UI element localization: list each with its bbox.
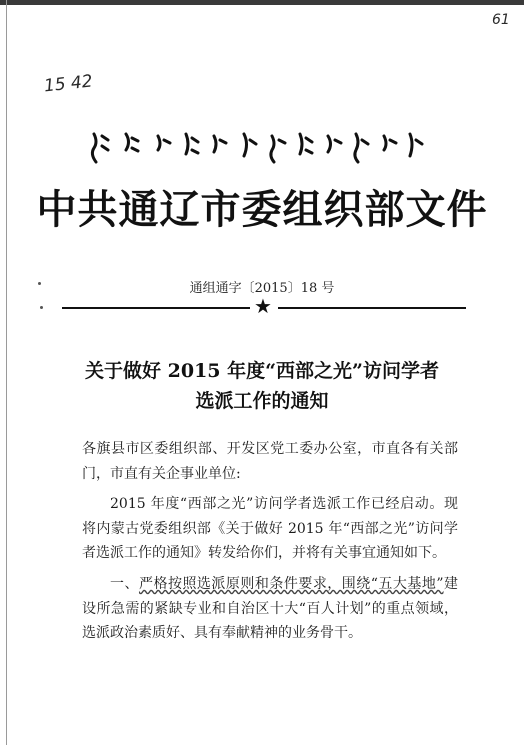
header-rule-left [62,307,250,309]
document-header-title: 中共通辽市委组织部文件 [36,187,488,233]
para2-rest-text: 建设所急需的紧缺专业和自治区十大“百人计划”的重点领域，选派政治素质好、具有奉献精神的业务骨干。 [82,576,459,641]
handwritten-reference-number: 15 42 [43,71,94,97]
subject-line-2: 选派工作的通知 [195,390,329,412]
recipients-paragraph: 各旗县市区委组织部、开发区党工委办公室，市直各有关部门，市直有关企事业单位: [82,441,458,482]
header-rule-right [278,307,466,309]
handwritten-page-number: 61 [492,12,510,28]
mongolian-script-header [86,128,426,168]
scan-speck [38,282,41,285]
scan-speck [40,306,43,309]
body-paragraph-2 [82,572,458,646]
star-icon: ★ [254,294,272,318]
scan-top-edge [0,0,524,5]
subject-line-1: 关于做好 2015 年度“西部之光”访问学者 [85,360,439,382]
document-number: 通组通字〔2015〕18 号 [189,281,335,296]
para2-prefix: 一、 [110,576,139,592]
para2-underlined-text: 严格按照选派原则和条件要求，围绕“五大基地” [138,576,444,592]
body-paragraph-1: 2015 年度“西部之光”访问学者选派工作已经启动。现将内蒙古党委组织部《关于做好 2015 年“西部之光”访问学者选派工作的通知》转发给你们，并将有关事宜通知如下。 [82,496,458,561]
